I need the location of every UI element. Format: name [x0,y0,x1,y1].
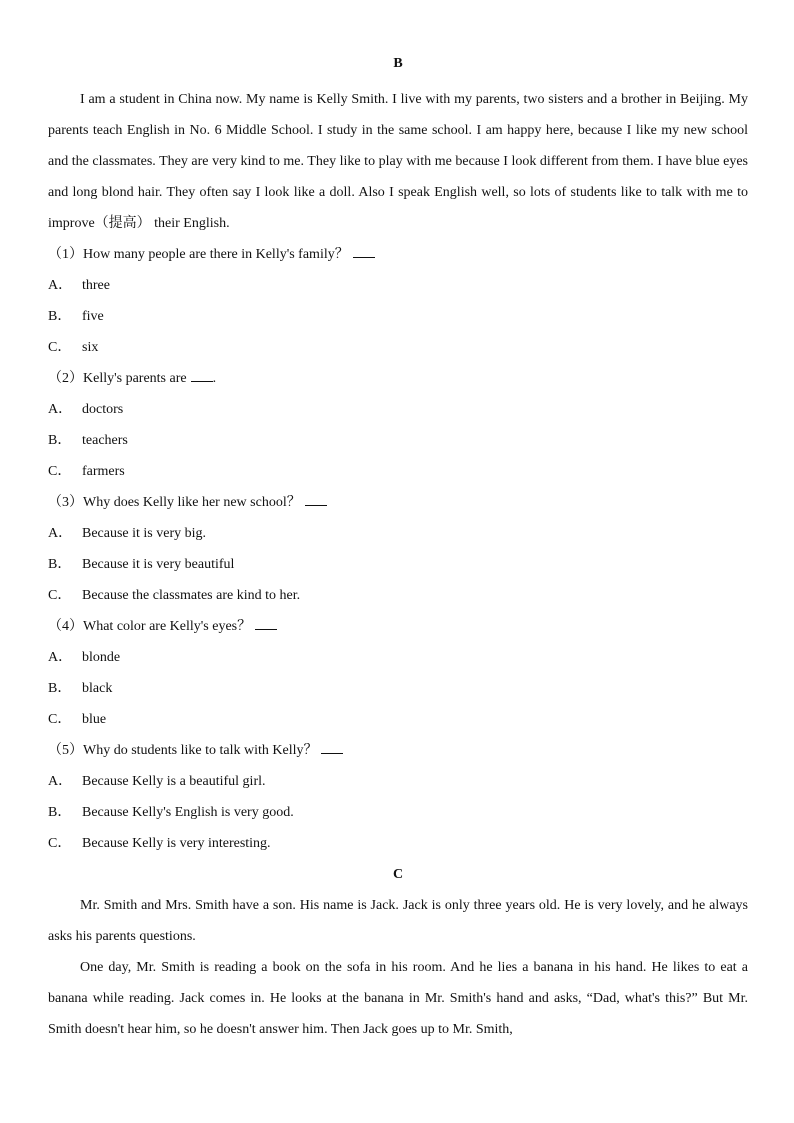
answer-blank [321,741,343,754]
option-a: A． Because Kelly is a beautiful girl. [48,774,266,789]
option-c: C． farmers [48,464,125,479]
section-b-passage: I am a student in China now. My name is Kelly Smith. I live with my parents, two sisters and a brother in Beijing. My parents teach English in No. 6 Middle School. I study in the same school. I am happy here, because I like my new school and the classmates. They are very kind to me. They like to play with me because I look different from them. I have blue eyes and long blond hair. They often say I look like a doll. Also I speak English well, so lots of students like to talk with me to improve（提高） their English. [48,92,748,231]
answer-blank [255,617,277,630]
question-4 [48,611,748,735]
question-3 [48,487,748,611]
option-c: C． Because Kelly is very interesting. [48,836,271,851]
section-b-title: B [393,56,403,71]
option-b: B． Because it is very beautiful [48,557,235,572]
option-a: A． Because it is very big. [48,526,207,541]
option-a: A． three [48,278,110,293]
question-5 [48,735,748,859]
option-b: B． black [48,681,113,696]
question-stem: （3）Why does Kelly like her new school？ [48,487,748,518]
option-c: C． blue [48,712,107,727]
section-c-paragraph: Mr. Smith and Mrs. Smith have a son. His name is Jack. Jack is only three years old. He is very lovely, and he always asks his parents questions. [48,898,748,944]
section-b-questions [48,239,748,859]
option-c: C． six [48,340,99,355]
option-b: B． teachers [48,433,128,448]
option-a: A． doctors [48,402,124,417]
question-stem: （2）Kelly's parents are . [48,371,217,386]
question-stem: （1）How many people are there in Kelly's family？ [48,239,748,270]
option-a: A． blonde [48,650,121,665]
answer-blank [353,245,375,258]
question-2 [48,363,748,487]
section-c-title: C [392,867,404,882]
option-c: C． Because the classmates are kind to her. [48,588,301,603]
question-1 [48,239,748,363]
option-b: B． five [48,309,104,324]
worksheet-page [48,52,748,1045]
section-c-paragraph: One day, Mr. Smith is reading a book on the sofa in his room. And he lies a banana in his hand. He likes to eat a banana while reading. Jack comes in. He looks at the banana in Mr. Smith's hand and asks, “Dad, what's this?” But Mr. Smith doesn't hear him, so he doesn't answer him. Then Jack goes up to Mr. Smith, [48,960,748,1037]
option-b: B． Because Kelly's English is very good. [48,805,294,820]
question-stem: （5）Why do students like to talk with Kelly？ [48,735,748,766]
answer-blank [191,369,213,382]
question-stem: （4）What color are Kelly's eyes？ [48,611,748,642]
answer-blank [305,493,327,506]
